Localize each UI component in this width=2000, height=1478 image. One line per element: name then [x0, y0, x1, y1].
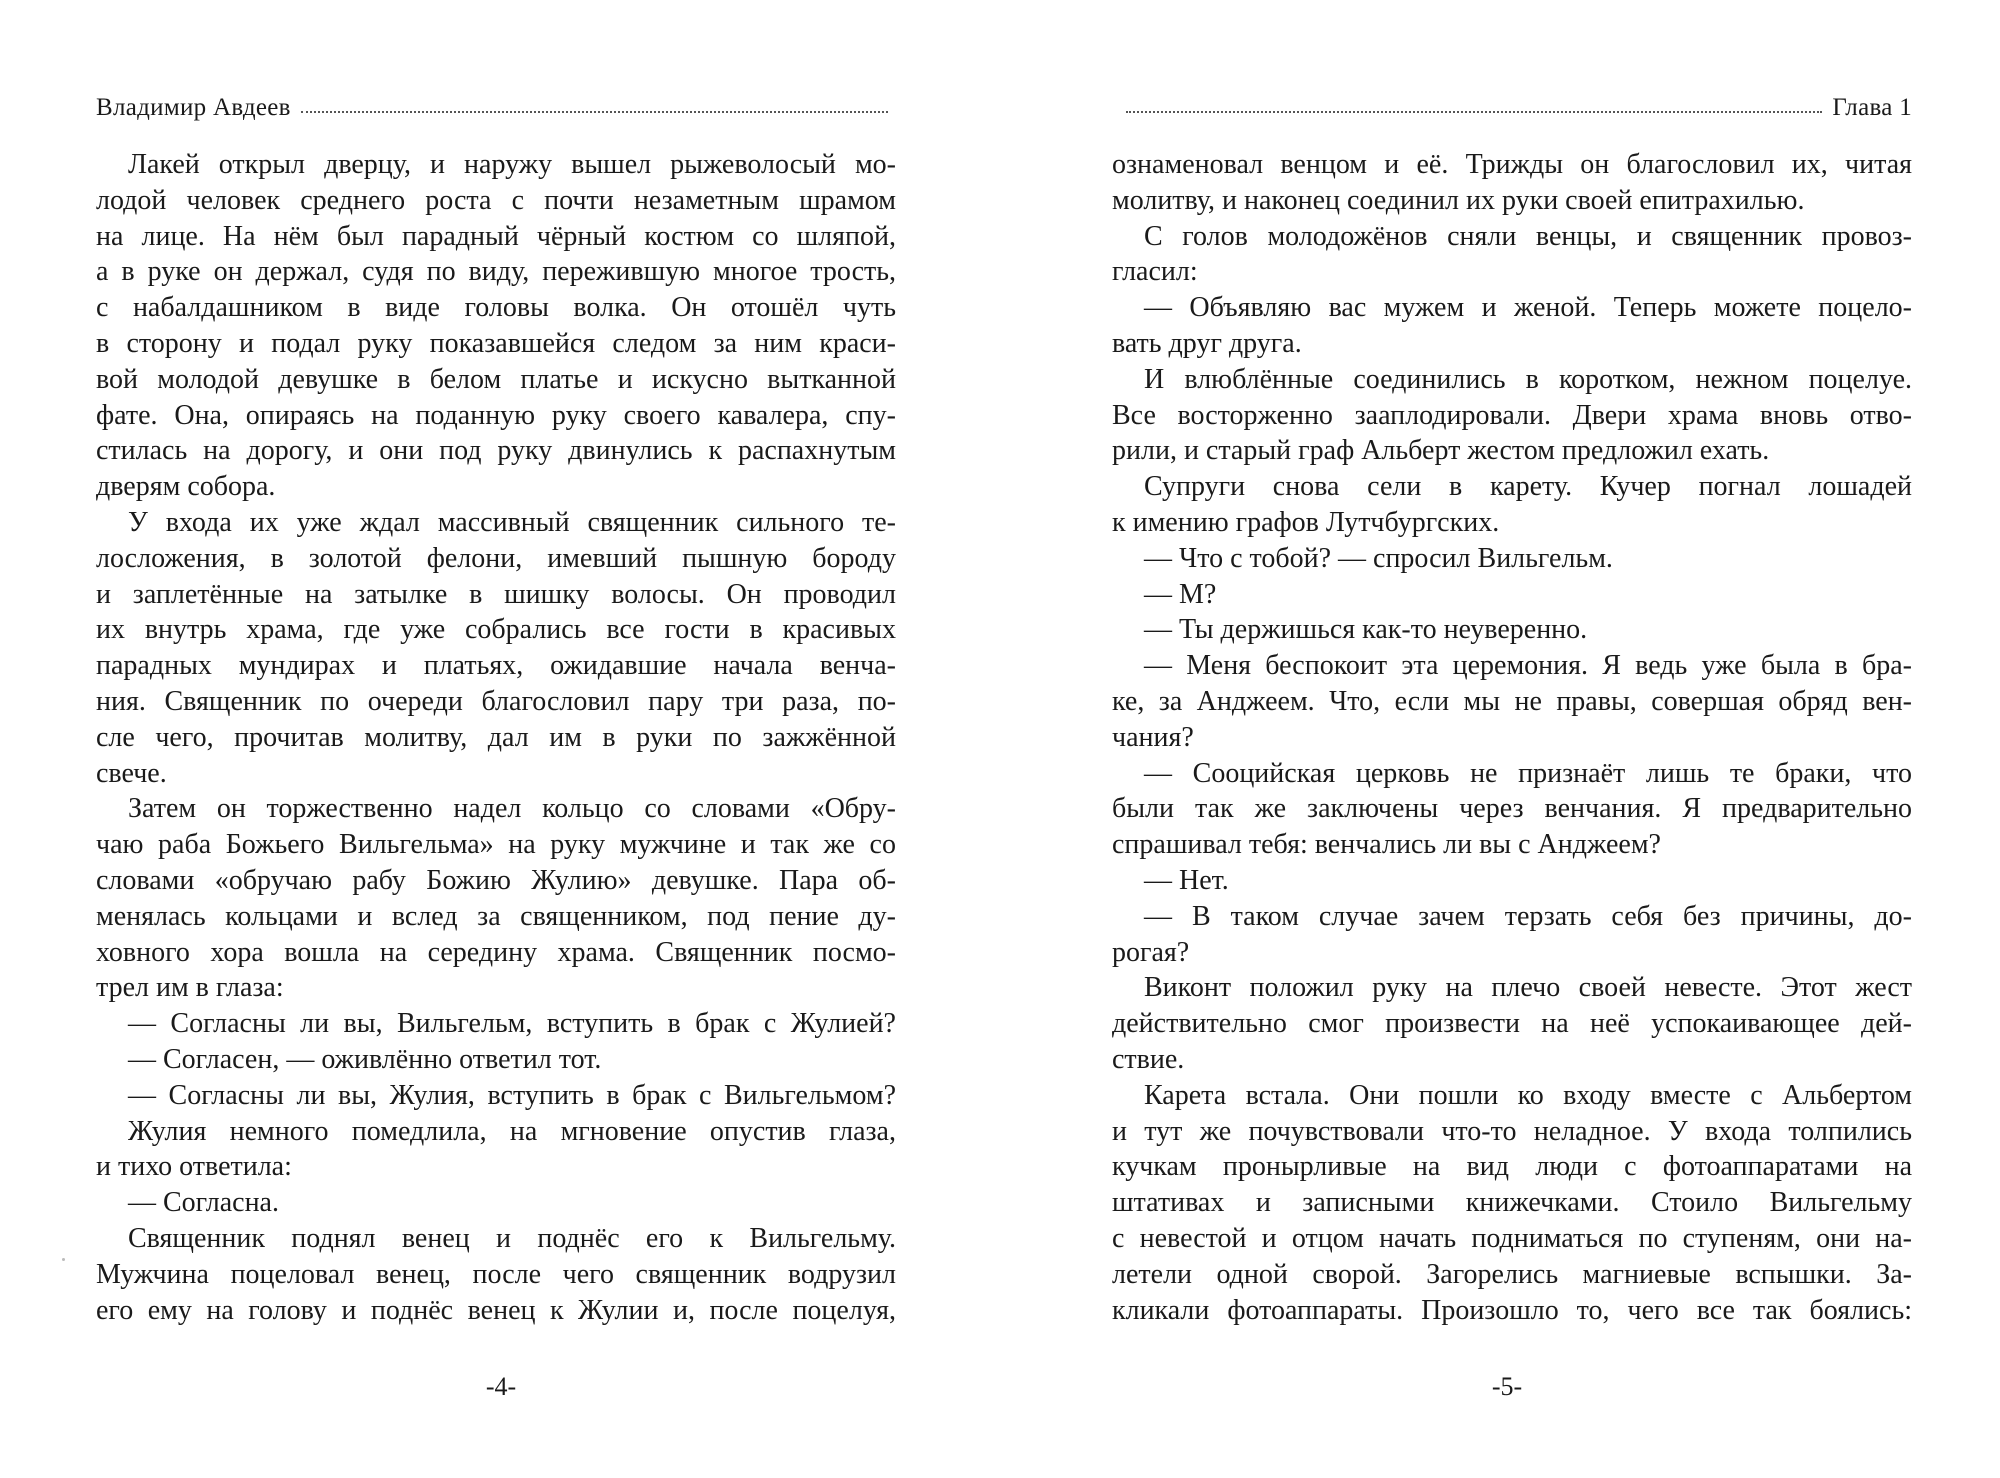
text-line: дверям собора.: [96, 471, 276, 503]
text-line: И влюблённые соединились в коротком, нежном поцелуе.: [1144, 363, 1912, 395]
left-page-body-text: [96, 147, 896, 1328]
text-line: спрашивал тебя: венчались ли вы с Анджеем?: [1112, 829, 1661, 861]
text-line: словами «обручаю рабу Божию Жулию» девушке. Пара об-: [96, 864, 896, 896]
text-line: — Объявляю вас мужем и женой. Теперь можете поцело-: [1144, 292, 1912, 324]
text-line: — Что с тобой? — спросил Вильгельм.: [1144, 542, 1613, 574]
text-line: Карета встала. Они пошли ко входу вместе с Альбертом: [1144, 1079, 1912, 1111]
text-line: действительно смог произвести на неё успокаивающее дей-: [1112, 1008, 1912, 1040]
text-line: лодой человек среднего роста с почти незаметным шрамом: [96, 184, 896, 216]
right-page-body-text: [1112, 147, 1912, 1328]
text-line: — Согласны ли вы, Вильгельм, вступить в брак с Жулией?: [128, 1008, 896, 1040]
header-dotted-rule: [1126, 111, 1822, 113]
text-line: чаю раба Божьего Вильгельма» на руку мужчине и так же со: [96, 829, 896, 861]
text-line: рили, и старый граф Альберт жестом предложил ехать.: [1112, 435, 1770, 467]
text-line: ния. Священник по очереди благословил пару три раза, по-: [96, 685, 896, 717]
running-header-right: [1112, 88, 1912, 128]
author-name: Владимир Авдеев: [96, 94, 291, 121]
text-line: С голов молодожёнов сняли венцы, и священник провоз-: [1144, 220, 1912, 252]
text-line: а в руке он держал, судя по виду, пережившую многое трость,: [96, 256, 896, 288]
text-line: — Меня беспокоит эта церемония. Я ведь уже была в бра-: [1144, 650, 1912, 682]
text-line: и заплетённые на затылке в шишку волосы. Он проводил: [96, 578, 896, 610]
text-line: трел им в глаза:: [96, 972, 284, 1004]
left-page: [96, 0, 896, 1478]
text-line: Затем он торжественно надел кольцо со словами «Обру-: [128, 793, 896, 825]
text-line: молитву, и наконец соединил их руки своей епитрахилью.: [1112, 184, 1805, 216]
text-line: сле чего, прочитав молитву, дал им в руки по зажжённой: [96, 721, 896, 753]
text-line: их внутрь храма, где уже собрались все гости в красивых: [96, 614, 896, 646]
text-line: Мужчина поцеловал венец, после чего священник водрузил: [96, 1258, 896, 1290]
text-line: ке, за Анджеем. Что, если мы не правы, совершая обряд вен-: [1112, 685, 1912, 717]
text-line: лосложения, в золотой фелони, имевший пышную бороду: [96, 542, 896, 574]
text-line: вой молодой девушке в белом платье и искусно вытканной: [96, 363, 896, 395]
text-line: в сторону и подал руку показавшейся следом за ним краси-: [96, 327, 896, 359]
text-line: с невестой и отцом начать подниматься по ступеням, они на-: [1112, 1222, 1912, 1254]
right-page: [1112, 0, 1912, 1478]
text-line: ознаменовал венцом и её. Трижды он благословил их, читая: [1112, 149, 1912, 180]
text-line: ховного хора вошла на середину храма. Священник посмо-: [96, 936, 896, 968]
text-line: кучкам пронырливые на вид люди с фотоаппаратами на: [1112, 1151, 1912, 1183]
page-number-left: -4-: [485, 1372, 517, 1401]
text-line: с набалдашником в виде головы волка. Он отошёл чуть: [96, 292, 896, 324]
text-line: на лице. На нём был парадный чёрный костюм со шляпой,: [96, 220, 896, 252]
text-line: Лакей открыл дверцу, и наружу вышел рыжеволосый мо-: [128, 149, 896, 180]
text-line: штативах и записными книжечками. Стоило Вильгельму: [1112, 1187, 1912, 1219]
text-line: и тихо ответила:: [96, 1151, 292, 1183]
text-line: ствие.: [1112, 1043, 1185, 1075]
text-line: летели одной сворой. Загорелись магниевые вспышки. За-: [1112, 1258, 1912, 1290]
scan-speck: [62, 1258, 65, 1261]
running-header-left: [96, 88, 896, 128]
text-line: рогая?: [1112, 936, 1190, 968]
text-line: чания?: [1112, 721, 1194, 753]
text-line: Виконт положил руку на плечо своей невесте. Этот жест: [1144, 972, 1912, 1004]
text-line: стилась на дорогу, и они под руку двинулись к распахнутым: [96, 435, 896, 467]
text-line: — В таком случае зачем терзать себя без причины, до-: [1144, 900, 1912, 932]
text-line: — Нет.: [1144, 864, 1229, 896]
text-line: к имению графов Лутчбургских.: [1112, 506, 1500, 538]
text-line: — Согласны ли вы, Жулия, вступить в брак с Вильгельмом?: [128, 1079, 896, 1111]
text-line: Священник поднял венец и поднёс его к Вильгельму.: [128, 1222, 896, 1254]
text-line: гласил:: [1112, 256, 1198, 288]
text-line: Все восторженно зааплодировали. Двери храма вновь отво-: [1112, 399, 1912, 431]
text-line: вать друг друга.: [1112, 327, 1302, 359]
text-line: парадных мундирах и платьях, ожидавшие начала венча-: [96, 650, 896, 682]
text-line: Супруги снова сели в карету. Кучер погнал лошадей: [1144, 471, 1912, 503]
text-line: и тут же почувствовали что-то неладное. У входа толпились: [1112, 1115, 1912, 1147]
text-line: — Согласна.: [128, 1187, 279, 1219]
text-line: были так же заключены через венчания. Я предварительно: [1112, 793, 1912, 825]
text-line: свече.: [96, 757, 167, 789]
text-line: — М?: [1144, 578, 1217, 610]
text-line: кликали фотоаппараты. Произошло то, чего все так боялись:: [1112, 1294, 1912, 1326]
text-line: фате. Она, опираясь на поданную руку своего кавалера, спу-: [96, 399, 896, 431]
text-line: У входа их уже ждал массивный священник сильного те-: [128, 506, 896, 538]
header-dotted-rule: [301, 111, 888, 113]
text-line: его ему на голову и поднёс венец к Жулии и, после поцелуя,: [96, 1294, 896, 1326]
chapter-title: Глава 1: [1832, 94, 1912, 121]
text-line: — Согласен, — оживлённо ответил тот.: [128, 1043, 602, 1075]
text-line: — Ты держишься как-то неуверенно.: [1144, 614, 1588, 646]
text-line: Жулия немного помедлила, на мгновение опустив глаза,: [128, 1115, 896, 1147]
text-line: менялась кольцами и вслед за священником, под пение ду-: [96, 900, 896, 932]
page-number-right: -5-: [1491, 1372, 1523, 1401]
text-line: — Сооцийская церковь не признаёт лишь те браки, что: [1144, 757, 1912, 789]
